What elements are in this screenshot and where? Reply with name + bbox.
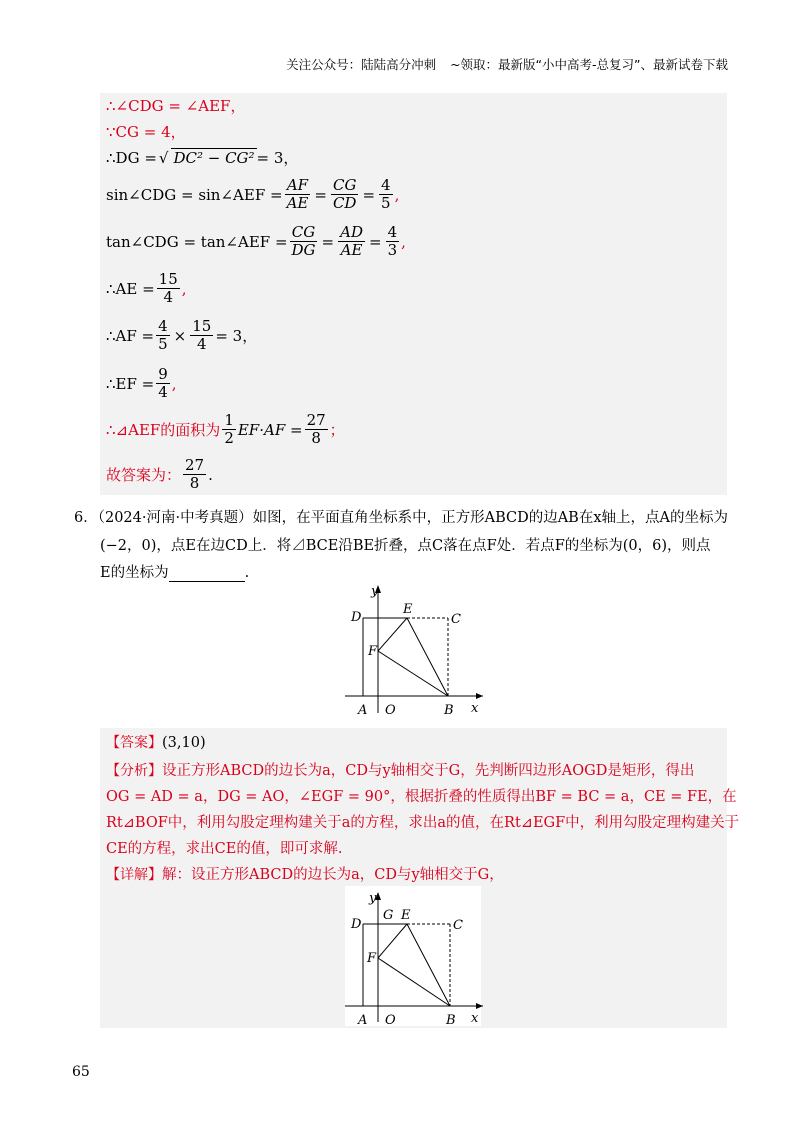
line-8: ∴EF = $\frac{9}{4}$ , xyxy=(106,365,177,401)
label2-D: D xyxy=(351,917,362,932)
analysis-line-4: CE的方程，求出CE的值，即可求解. xyxy=(106,841,343,857)
line-7: ∴AF = $\frac{4}{5}$ × $\frac{15}{4}$ = 3， xyxy=(106,317,258,353)
label2-C: C xyxy=(453,918,463,933)
detail-line-1: 【详解】解：设正方形ABCD的边长为a，CD与y轴相交于G， xyxy=(106,867,504,883)
answer-blank xyxy=(169,567,245,582)
label-F: F xyxy=(368,644,378,659)
line-5: tan∠CDG = tan∠AEF = $\frac{CG}{DG}$ = $\frac{AD}{AE}$ = $\frac{4}{3}$ , xyxy=(106,223,406,259)
label2-B: B xyxy=(446,1013,456,1028)
label2-y: y xyxy=(369,891,377,906)
line-3: ∴DG = √ DC² − CG² = 3， xyxy=(106,148,299,167)
label2-x: x xyxy=(471,1011,479,1026)
header-right: ~领取：最新版“小中高考-总复习”、最新试卷下载 xyxy=(450,57,728,72)
label-D: D xyxy=(351,610,362,625)
line-4: sin∠CDG = sin∠AEF = $\frac{AF}{AE}$ = $\frac{CG}{CD}$ = $\frac{4}{5}$ , xyxy=(106,176,400,212)
label2-O: O xyxy=(385,1013,396,1028)
line-6: ∴AE = $\frac{15}{4}$ , xyxy=(106,270,187,306)
question-line-3: E的坐标为 . xyxy=(100,565,250,581)
diagram-1 xyxy=(345,583,485,718)
label-E: E xyxy=(403,602,413,617)
question-line-1: 6．（2024·河南·中考真题）如图，在平面直角坐标系中，正方形ABCD的边AB在x轴上，点A的坐标为 xyxy=(74,510,728,526)
line-10: 故答案为： $\frac{27}{8}$ . xyxy=(106,456,213,492)
page-number: 65 xyxy=(72,1064,90,1080)
label-O: O xyxy=(385,703,396,718)
diagram-2 xyxy=(345,888,485,1028)
label2-A: A xyxy=(358,1013,368,1028)
label-B: B xyxy=(444,703,454,718)
solution-block xyxy=(100,93,727,495)
label2-E: E xyxy=(401,908,411,923)
analysis-line-1: 【分析】设正方形ABCD的边长为a，CD与y轴相交于G，先判断四边形AOGD是矩形，得出 xyxy=(106,763,695,779)
label-C: C xyxy=(451,612,461,627)
header-left: 关注公众号：陆陆高分冲刺 xyxy=(286,57,437,72)
label2-F: F xyxy=(367,951,377,966)
label-x: x xyxy=(471,701,479,716)
line-1: ∴∠CDG = ∠AEF， xyxy=(106,97,246,115)
line-2: ∵CG = 4， xyxy=(106,123,186,141)
line-9: ∴⊿AEF的面积为 $\frac{1}{2}$ EF·AF = $\frac{27}{8}$ ； xyxy=(106,411,345,447)
label-y: y xyxy=(371,584,379,599)
label2-G: G xyxy=(383,908,394,923)
page-header xyxy=(0,55,728,73)
analysis-line-3: Rt⊿BOF中，利用勾股定理构建关于a的方程，求出a的值，在Rt⊿EGF中，利用勾股定理构建关于 xyxy=(106,815,740,831)
label-A: A xyxy=(358,703,368,718)
answer-line: 【答案】(3,10) xyxy=(106,735,206,751)
question-line-2: (−2，0)，点E在边CD上．将⊿BCE沿BE折叠，点C落在点F处．若点F的坐标为(0，6)，则点 xyxy=(100,538,711,554)
analysis-line-2: OG = AD = a，DG = AO，∠EGF = 90°，根据折叠的性质得出BF = BC = a，CE = FE，在 xyxy=(106,789,737,805)
